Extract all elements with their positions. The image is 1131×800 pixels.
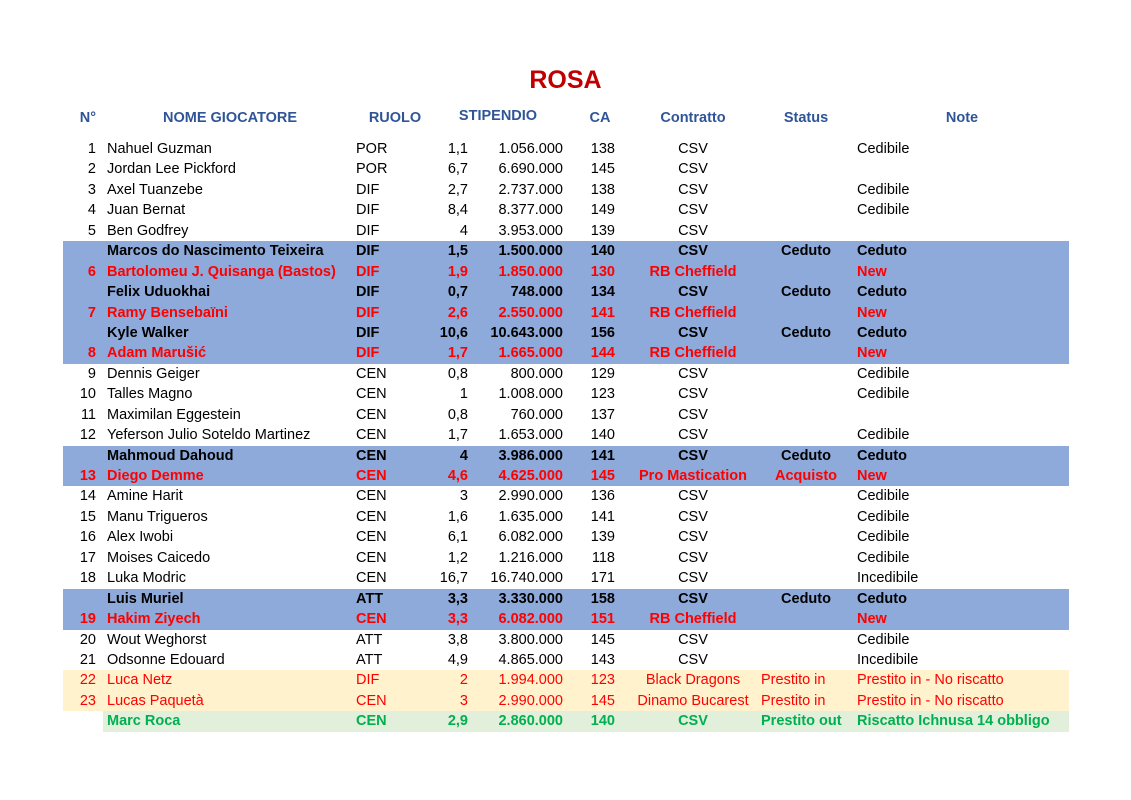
table-row <box>63 630 1069 650</box>
table-row <box>63 241 1069 261</box>
header-salary: STIPENDIO <box>458 108 538 124</box>
role-cell: CEN <box>356 508 387 525</box>
role-cell: ATT <box>356 590 384 607</box>
role-cell: DIF <box>356 222 380 239</box>
salary-cell: 6.082.000 <box>498 529 563 546</box>
contract-cell: RB Cheffield <box>649 611 737 628</box>
status-cell: Prestito in <box>761 672 826 689</box>
role-cell: ATT <box>356 631 383 648</box>
salary-cell: 4.625.000 <box>498 468 563 484</box>
salary-cell: 2.990.000 <box>498 692 563 709</box>
status-cell: Ceduto <box>781 324 831 341</box>
table-row <box>63 486 1069 506</box>
status-cell: Acquisto <box>774 468 838 484</box>
player-name-cell: Jordan Lee Pickford <box>107 161 236 178</box>
player-name-cell: Luka Modric <box>107 570 186 587</box>
salary-cell: 760.000 <box>510 406 563 423</box>
table-row <box>63 282 1069 302</box>
player-name-cell: Maximilan Eggestein <box>107 406 241 423</box>
salary-cell: 2.737.000 <box>498 181 563 198</box>
page-title: ROSA <box>529 66 602 94</box>
player-name-cell: Hakim Ziyech <box>107 611 201 628</box>
table-row <box>63 323 1069 343</box>
role-cell: POR <box>356 161 388 178</box>
value-cell: 8,4 <box>447 202 468 219</box>
salary-cell: 1.008.000 <box>498 386 563 403</box>
salary-cell: 1.665.000 <box>498 345 563 362</box>
role-cell: CEN <box>356 406 387 423</box>
player-name-cell: Wout Weghorst <box>107 631 207 648</box>
status-cell: Prestito in <box>761 692 826 709</box>
role-cell: CEN <box>356 488 387 505</box>
role-cell: CEN <box>356 365 387 382</box>
ca-cell: 141 <box>590 447 615 464</box>
value-cell: 2 <box>459 672 468 689</box>
note-cell: Ceduto <box>857 590 907 607</box>
role-cell: CEN <box>356 529 387 546</box>
table-row <box>63 384 1069 404</box>
contract-cell: CSV <box>678 570 708 587</box>
contract-cell: CSV <box>678 243 708 260</box>
table-row <box>63 670 1069 690</box>
role-cell: CEN <box>356 713 387 730</box>
note-cell: Ceduto <box>857 243 907 260</box>
contract-cell: CSV <box>678 202 708 219</box>
note-cell: Ceduto <box>857 324 907 341</box>
role-cell: DIF <box>356 243 380 260</box>
player-name-cell: Odsonne Edouard <box>107 651 225 668</box>
contract-cell: CSV <box>678 386 708 403</box>
player-name-cell: Mahmoud Dahoud <box>107 447 234 464</box>
note-cell: Ceduto <box>857 284 907 301</box>
value-cell: 4,6 <box>447 468 468 484</box>
contract-cell: CSV <box>678 447 708 464</box>
salary-cell: 2.860.000 <box>498 713 563 730</box>
note-cell: Cedibile <box>857 141 910 157</box>
value-cell: 2,6 <box>447 304 468 321</box>
contract-cell: Dinamo Bucarest <box>637 692 749 709</box>
value-cell: 6,1 <box>447 529 468 546</box>
number-cell: 11 <box>80 406 96 423</box>
contract-cell: CSV <box>678 406 708 423</box>
contract-cell: CSV <box>678 713 708 730</box>
player-name-cell: Bartolomeu J. Quisanga (Bastos) <box>107 263 336 280</box>
ca-cell: 145 <box>590 692 615 709</box>
salary-cell: 1.994.000 <box>498 672 563 689</box>
contract-cell: CSV <box>678 284 708 301</box>
ca-cell: 123 <box>590 672 615 689</box>
player-name-cell: Luca Netz <box>107 672 173 689</box>
player-name-cell: Dennis Geiger <box>107 365 200 382</box>
contract-cell: Black Dragons <box>645 672 741 689</box>
role-cell: DIF <box>356 263 380 280</box>
table-row <box>63 364 1069 384</box>
ca-cell: 123 <box>590 386 615 403</box>
status-cell: Prestito out <box>761 713 842 730</box>
status-cell: Ceduto <box>781 284 831 301</box>
header-number: N° <box>79 110 96 126</box>
player-name-cell: Marc Roca <box>107 713 181 730</box>
contract-cell: CSV <box>678 631 708 648</box>
value-cell: 10,6 <box>439 324 468 341</box>
note-cell: Cedibile <box>857 508 910 525</box>
value-cell: 1,1 <box>447 141 468 157</box>
salary-cell: 6.690.000 <box>498 161 563 178</box>
salary-cell: 1.216.000 <box>498 549 563 566</box>
ca-cell: 145 <box>590 468 615 484</box>
ca-cell: 139 <box>590 529 615 546</box>
contract-cell: CSV <box>678 529 708 546</box>
role-cell: CEN <box>356 427 387 444</box>
value-cell: 16,7 <box>439 570 468 587</box>
note-cell: Cedibile <box>857 181 910 198</box>
salary-cell: 1.850.000 <box>498 263 563 280</box>
contract-cell: CSV <box>678 651 708 668</box>
ca-cell: 158 <box>590 590 615 607</box>
player-name-cell: Lucas Paquetà <box>107 692 204 709</box>
contract-cell: Pro Mastication <box>639 468 747 484</box>
table-row <box>63 466 1069 486</box>
ca-cell: 145 <box>590 161 615 178</box>
table-row <box>63 589 1069 609</box>
ca-cell: 136 <box>590 488 615 505</box>
number-cell: 6 <box>87 263 96 280</box>
contract-cell: CSV <box>678 508 708 525</box>
table-row <box>63 507 1069 527</box>
player-name-cell: Amine Harit <box>107 488 183 505</box>
number-cell: 18 <box>79 570 96 587</box>
value-cell: 1 <box>459 386 468 403</box>
table-row <box>63 180 1069 200</box>
note-cell: New <box>857 263 887 280</box>
value-cell: 6,7 <box>447 161 468 178</box>
table-row <box>63 446 1069 466</box>
role-cell: CEN <box>356 549 387 566</box>
ca-cell: 118 <box>591 549 615 566</box>
note-cell: New <box>857 468 887 484</box>
status-cell: Ceduto <box>781 243 831 260</box>
ca-cell: 156 <box>590 324 615 341</box>
number-cell: 2 <box>87 161 96 178</box>
value-cell: 1,2 <box>447 549 468 566</box>
number-cell: 19 <box>79 611 96 628</box>
player-name-cell: Talles Magno <box>107 386 193 403</box>
note-cell: Prestito in - No riscatto <box>857 672 1004 689</box>
role-cell: DIF <box>356 202 380 219</box>
number-cell: 5 <box>87 222 96 239</box>
number-cell: 9 <box>87 365 96 382</box>
table-row <box>63 405 1069 425</box>
salary-cell: 2.550.000 <box>498 304 563 321</box>
player-name-cell: Felix Uduokhai <box>107 284 211 301</box>
contract-cell: RB Cheffield <box>649 304 737 321</box>
header-status: Status <box>783 110 829 126</box>
player-name-cell: Alex Iwobi <box>107 529 174 546</box>
number-cell: 16 <box>79 529 96 546</box>
contract-cell: CSV <box>678 488 708 505</box>
note-cell: Cedibile <box>857 365 910 382</box>
value-cell: 1,7 <box>447 345 468 362</box>
ca-cell: 139 <box>590 222 615 239</box>
header-role: RUOLO <box>368 110 422 126</box>
salary-cell: 3.986.000 <box>498 447 563 464</box>
number-cell: 15 <box>79 508 96 525</box>
number-cell: 21 <box>79 651 96 668</box>
note-cell: New <box>857 304 887 321</box>
role-cell: CEN <box>356 611 387 628</box>
ca-cell: 140 <box>590 713 615 730</box>
roster-table <box>63 139 1069 732</box>
contract-cell: CSV <box>678 324 708 341</box>
value-cell: 3,3 <box>447 590 468 607</box>
value-cell: 1,6 <box>447 508 468 525</box>
table-row <box>63 548 1069 568</box>
value-cell: 4 <box>459 222 468 239</box>
value-cell: 4 <box>459 447 468 464</box>
number-cell: 10 <box>79 386 96 403</box>
role-cell: CEN <box>356 468 387 484</box>
salary-cell: 1.653.000 <box>498 427 563 444</box>
role-cell: CEN <box>356 447 387 464</box>
table-row <box>63 691 1069 711</box>
contract-cell: CSV <box>678 590 708 607</box>
value-cell: 3 <box>459 488 468 505</box>
player-name-cell: Nahuel Guzman <box>107 141 212 157</box>
value-cell: 4,9 <box>447 651 468 668</box>
value-cell: 1,5 <box>447 243 468 260</box>
number-cell: 22 <box>79 672 96 689</box>
ca-cell: 140 <box>590 427 615 444</box>
salary-cell: 1.635.000 <box>498 508 563 525</box>
role-cell: DIF <box>356 324 380 341</box>
player-name-cell: Manu Trigueros <box>107 508 208 525</box>
header-contract: Contratto <box>660 110 726 126</box>
note-cell: Incedibile <box>857 651 919 668</box>
salary-cell: 1.056.000 <box>498 141 563 157</box>
ca-cell: 144 <box>590 345 615 362</box>
contract-cell: CSV <box>678 141 708 157</box>
player-name-cell: Ramy Bensebaïni <box>107 304 228 321</box>
salary-cell: 800.000 <box>510 365 563 382</box>
table-row <box>63 425 1069 445</box>
ca-cell: 141 <box>590 304 615 321</box>
salary-cell: 2.990.000 <box>498 488 563 505</box>
note-cell: Incedibile <box>857 570 919 587</box>
value-cell: 3 <box>459 692 468 709</box>
table-row <box>63 303 1069 323</box>
table-row <box>63 343 1069 363</box>
note-cell: Cedibile <box>857 488 910 505</box>
contract-cell: CSV <box>678 427 708 444</box>
player-name-cell: Marcos do Nascimento Teixeira <box>107 243 324 260</box>
salary-cell: 16.740.000 <box>490 570 563 587</box>
header-ca: CA <box>589 110 611 126</box>
ca-cell: 171 <box>590 570 615 587</box>
value-cell: 2,7 <box>447 181 468 198</box>
player-name-cell: Diego Demme <box>107 468 204 484</box>
ca-cell: 145 <box>590 631 615 648</box>
role-cell: POR <box>356 141 388 157</box>
contract-cell: CSV <box>678 549 708 566</box>
ca-cell: 138 <box>590 141 615 157</box>
salary-cell: 3.330.000 <box>498 590 563 607</box>
ca-cell: 134 <box>590 284 615 301</box>
player-name-cell: Yeferson Julio Soteldo Martinez <box>107 427 311 444</box>
note-cell: Cedibile <box>857 529 910 546</box>
role-cell: CEN <box>356 692 387 709</box>
player-name-cell: Juan Bernat <box>107 202 186 219</box>
player-name-cell: Moises Caicedo <box>107 549 211 566</box>
contract-cell: RB Cheffield <box>649 263 737 280</box>
number-cell: 13 <box>79 468 96 484</box>
note-cell: Prestito in - No riscatto <box>857 692 1004 709</box>
note-cell: Riscatto Ichnusa 14 obbligo <box>857 713 1050 730</box>
player-name-cell: Luis Muriel <box>107 590 184 607</box>
contract-cell: RB Cheffield <box>649 345 737 362</box>
table-row <box>63 139 1069 159</box>
contract-cell: CSV <box>678 161 708 178</box>
salary-cell: 3.953.000 <box>498 222 563 239</box>
table-row <box>63 609 1069 629</box>
player-name-cell: Adam Marušić <box>107 345 207 362</box>
contract-cell: CSV <box>678 181 708 198</box>
salary-cell: 10.643.000 <box>490 324 563 341</box>
header-player-name: NOME GIOCATORE <box>163 110 297 126</box>
ca-cell: 129 <box>590 365 615 382</box>
note-cell: Ceduto <box>857 447 907 464</box>
salary-cell: 4.865.000 <box>498 651 563 668</box>
role-cell: CEN <box>356 386 387 403</box>
ca-cell: 149 <box>590 202 615 219</box>
salary-cell: 8.377.000 <box>498 202 563 219</box>
value-cell: 3,8 <box>447 631 468 648</box>
table-row <box>63 711 1069 731</box>
table-row <box>63 568 1069 588</box>
number-cell: 7 <box>87 304 96 321</box>
note-cell: Cedibile <box>857 631 910 648</box>
number-cell: 17 <box>79 549 96 566</box>
number-cell: 1 <box>87 141 96 157</box>
role-cell: DIF <box>356 345 380 362</box>
ca-cell: 143 <box>590 651 615 668</box>
number-cell: 4 <box>87 202 96 219</box>
value-cell: 0,8 <box>447 406 468 423</box>
salary-cell: 1.500.000 <box>498 243 563 260</box>
salary-cell: 3.800.000 <box>498 631 563 648</box>
salary-cell: 6.082.000 <box>498 611 563 628</box>
table-row <box>63 527 1069 547</box>
table-row <box>63 650 1069 670</box>
player-name-cell: Ben Godfrey <box>107 222 189 239</box>
ca-cell: 138 <box>590 181 615 198</box>
player-name-cell: Axel Tuanzebe <box>107 181 203 198</box>
role-cell: DIF <box>356 304 380 321</box>
table-row <box>63 262 1069 282</box>
header-note: Note <box>945 110 979 126</box>
number-cell: 23 <box>79 692 96 709</box>
value-cell: 1,7 <box>447 427 468 444</box>
contract-cell: CSV <box>678 222 708 239</box>
ca-cell: 151 <box>590 611 615 628</box>
note-cell: Cedibile <box>857 427 910 444</box>
table-row <box>63 159 1069 179</box>
role-cell: ATT <box>356 651 383 668</box>
ca-cell: 140 <box>590 243 615 260</box>
ca-cell: 137 <box>590 406 615 423</box>
role-cell: DIF <box>356 284 380 301</box>
value-cell: 1,9 <box>447 263 468 280</box>
ca-cell: 141 <box>590 508 615 525</box>
note-cell: Cedibile <box>857 386 910 403</box>
note-cell: New <box>857 345 887 362</box>
role-cell: DIF <box>356 672 380 689</box>
value-cell: 3,3 <box>447 611 468 628</box>
contract-cell: CSV <box>678 365 708 382</box>
number-cell: 14 <box>79 488 96 505</box>
table-row <box>63 221 1069 241</box>
role-cell: CEN <box>356 570 387 587</box>
status-cell: Ceduto <box>781 447 831 464</box>
role-cell: DIF <box>356 181 380 198</box>
table-row <box>63 200 1069 220</box>
note-cell: Cedibile <box>857 549 910 566</box>
number-cell: 3 <box>87 181 96 198</box>
player-name-cell: Kyle Walker <box>107 324 189 341</box>
value-cell: 0,7 <box>447 284 468 301</box>
note-cell: Cedibile <box>857 202 910 219</box>
number-cell: 20 <box>79 631 96 648</box>
number-cell: 8 <box>87 345 96 362</box>
value-cell: 2,9 <box>447 713 468 730</box>
number-cell: 12 <box>79 427 96 444</box>
value-cell: 0,8 <box>447 365 468 382</box>
status-cell: Ceduto <box>781 590 831 607</box>
salary-cell: 748.000 <box>510 284 563 301</box>
ca-cell: 130 <box>590 263 615 280</box>
note-cell: New <box>857 611 887 628</box>
